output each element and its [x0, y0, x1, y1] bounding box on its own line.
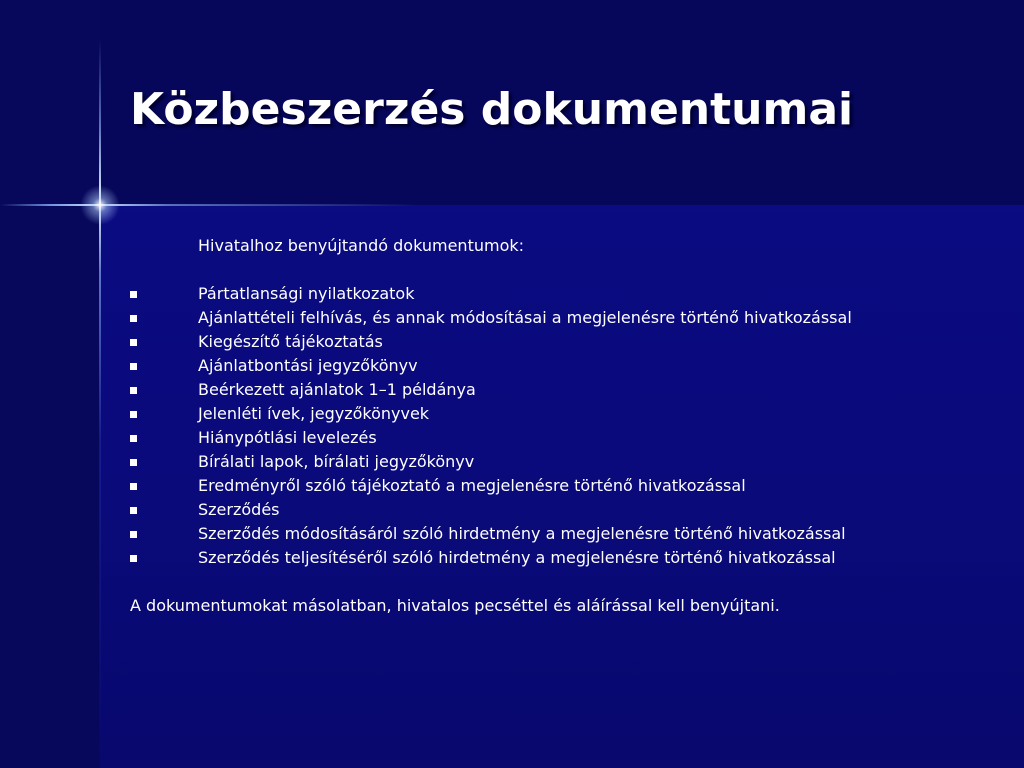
- list-item-text: Eredményről szóló tájékoztató a megjelenésre történő hivatkozással: [198, 476, 746, 495]
- vertical-light-line: [99, 40, 101, 768]
- left-background-band: [0, 0, 100, 768]
- square-bullet-icon: [130, 363, 137, 370]
- list-item-text: Szerződés: [198, 500, 280, 519]
- list-item-text: Bírálati lapok, bírálati jegyzőkönyv: [198, 452, 475, 471]
- list-item-text: Szerződés módosításáról szóló hirdetmény a megjelenésre történő hivatkozással: [198, 524, 846, 543]
- intro-text: Hivatalhoz benyújtandó dokumentumok:: [198, 236, 525, 255]
- list-item-text: Szerződés teljesítéséről szóló hirdetmény a megjelenésre történő hivatkozással: [198, 548, 836, 567]
- square-bullet-icon: [130, 411, 137, 418]
- horizontal-light-line: [0, 204, 420, 206]
- square-bullet-icon: [130, 315, 137, 322]
- square-bullet-icon: [130, 483, 137, 490]
- list-item-text: Beérkezett ajánlatok 1–1 példánya: [198, 380, 476, 399]
- square-bullet-icon: [130, 555, 137, 562]
- closing-note: A dokumentumokat másolatban, hivatalos pecséttel és aláírással kell benyújtani.: [130, 596, 780, 615]
- square-bullet-icon: [130, 531, 137, 538]
- square-bullet-icon: [130, 507, 137, 514]
- star-sparkle-icon: [80, 185, 120, 225]
- list-item-text: Ajánlatbontási jegyzőkönyv: [198, 356, 418, 375]
- square-bullet-icon: [130, 435, 137, 442]
- list-item-text: Pártatlansági nyilatkozatok: [198, 284, 415, 303]
- list-item-text: Kiegészítő tájékoztatás: [198, 332, 383, 351]
- list-item-text: Hiánypótlási levelezés: [198, 428, 377, 447]
- square-bullet-icon: [130, 459, 137, 466]
- square-bullet-icon: [130, 339, 137, 346]
- list-item-text: Jelenléti ívek, jegyzőkönyvek: [198, 404, 430, 423]
- square-bullet-icon: [130, 291, 137, 298]
- slide-title: Közbeszerzés dokumentumai: [130, 84, 854, 135]
- square-bullet-icon: [130, 387, 137, 394]
- list-item-text: Ajánlattételi felhívás, és annak módosításai a megjelenésre történő hivatkozással: [198, 308, 852, 327]
